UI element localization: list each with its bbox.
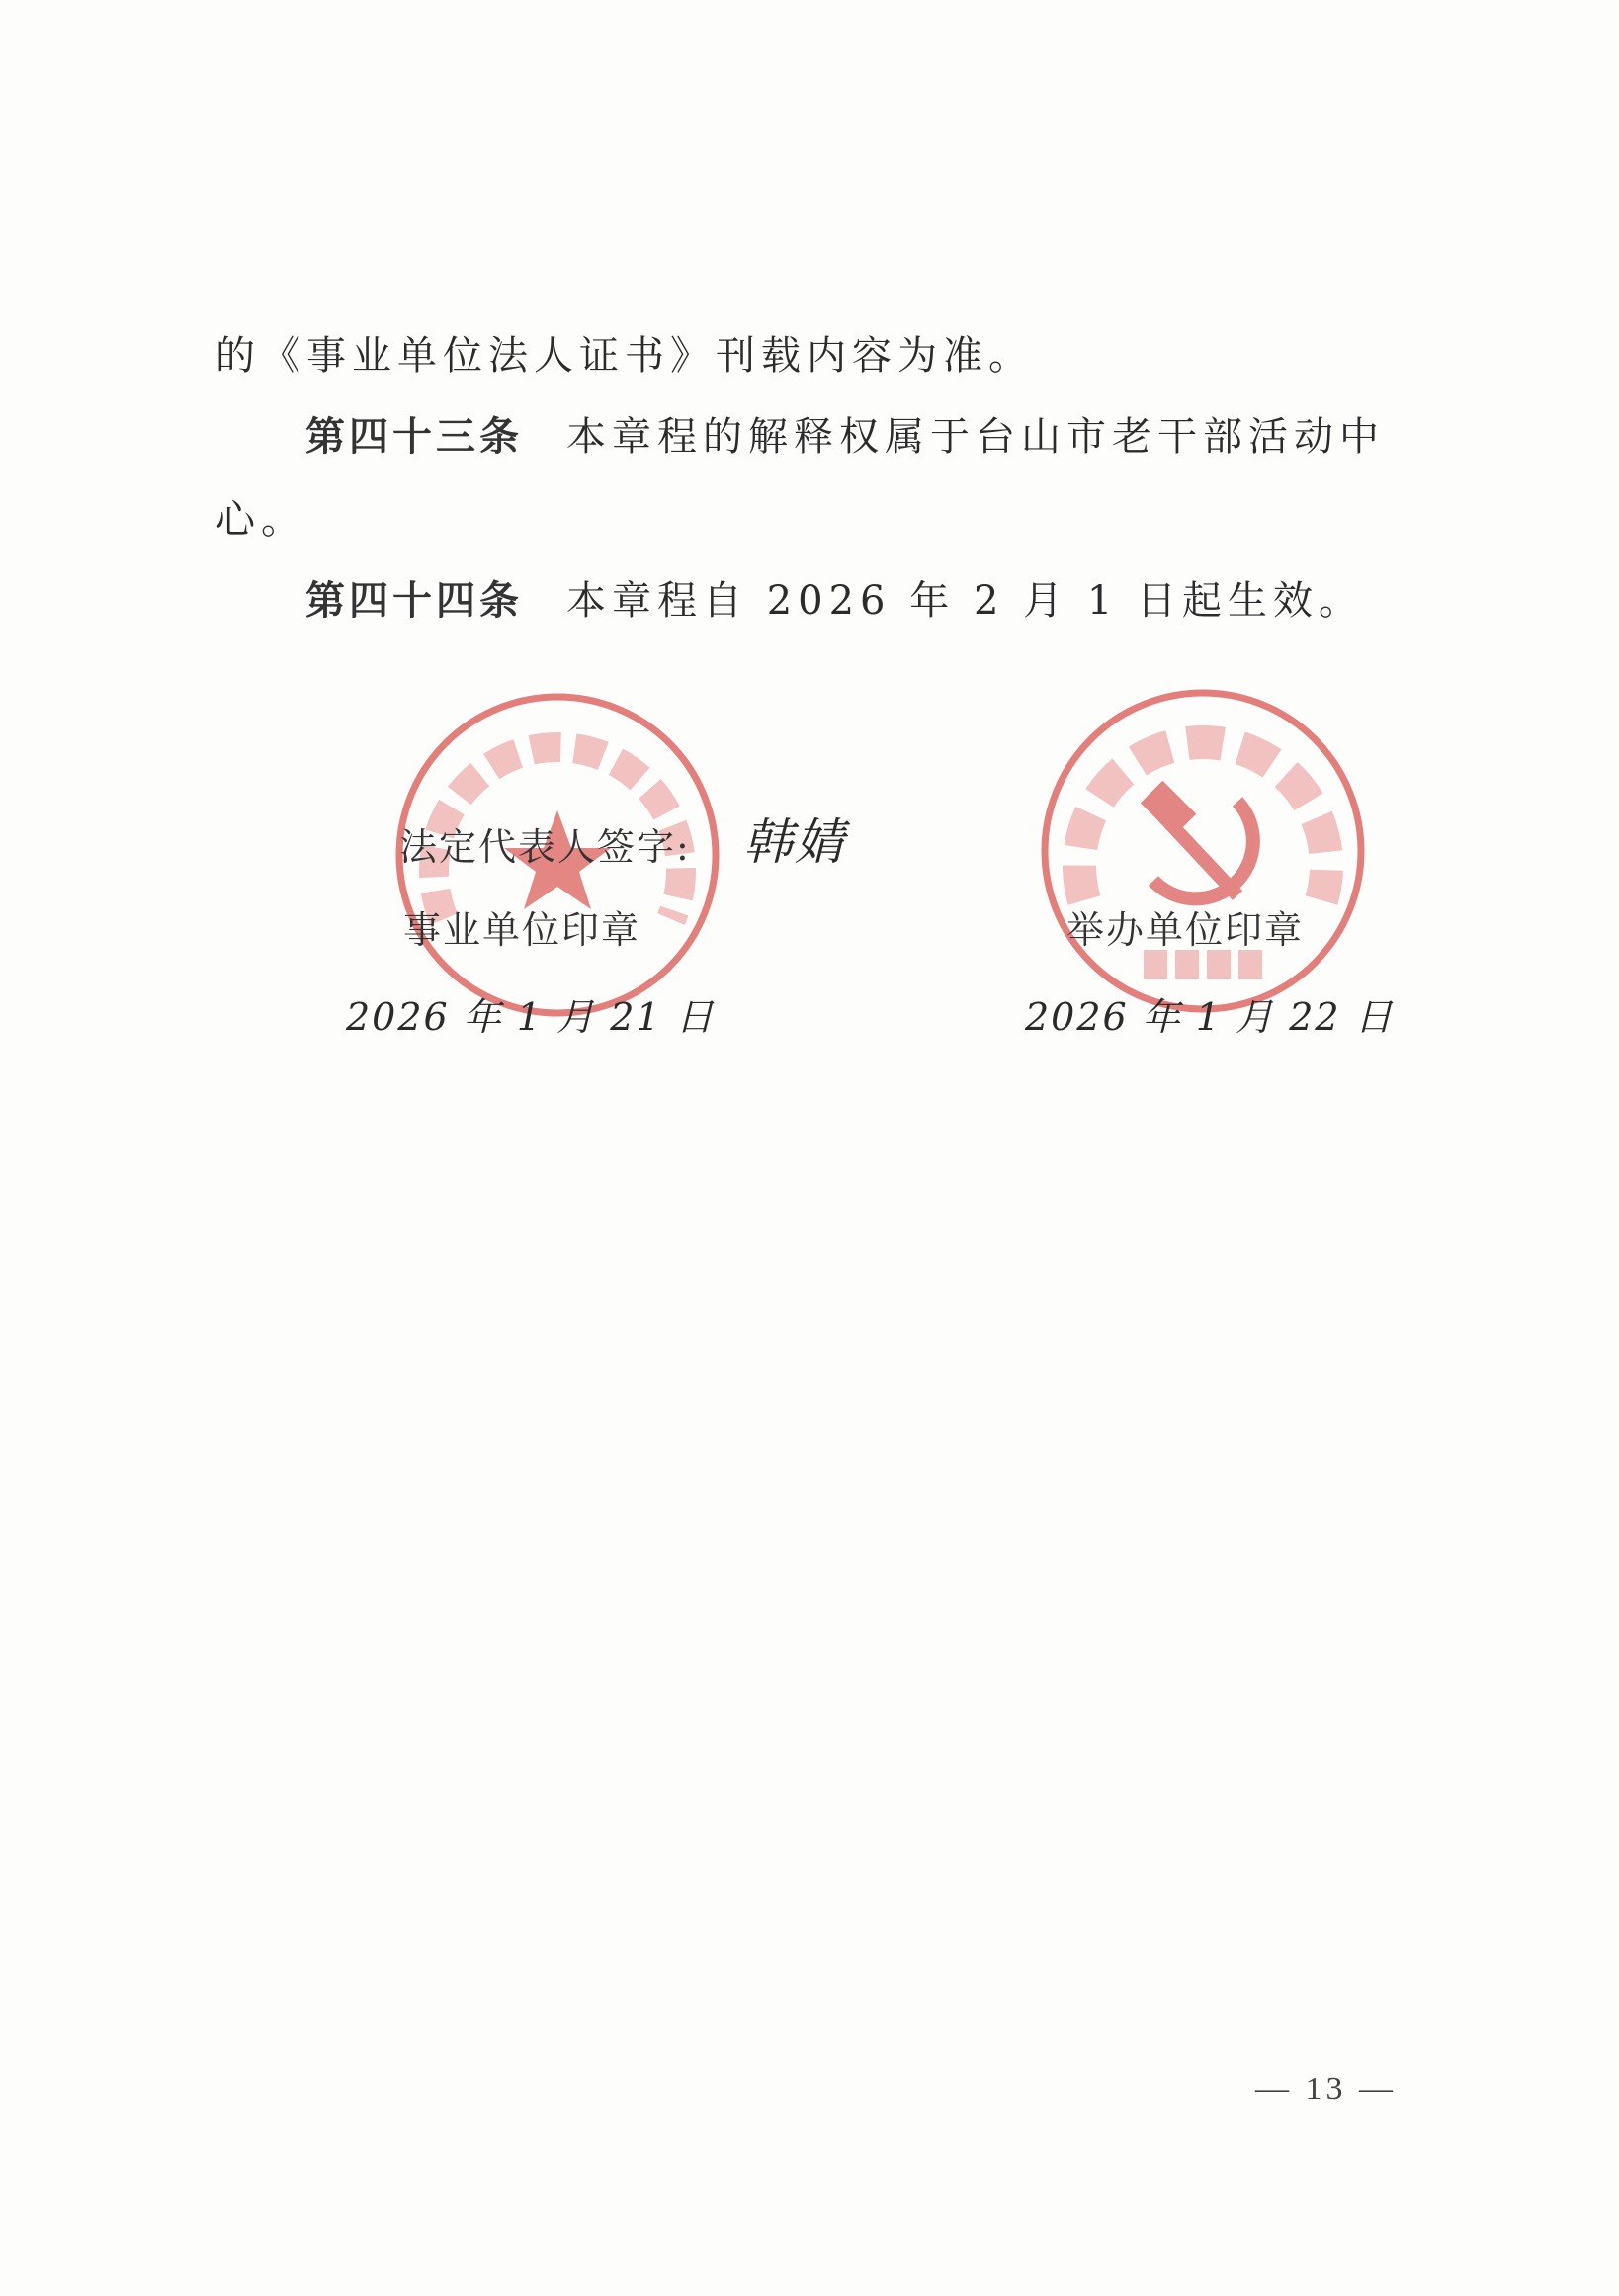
seal-lettering-arc: [1079, 742, 1326, 900]
article-43: [305, 405, 1385, 462]
sponsor-seal-label: 举办单位印章: [1066, 908, 1305, 952]
article-44-heading: 第四十四条: [305, 578, 523, 624]
page-number: — 13 —: [1255, 2071, 1397, 2107]
article-44: [305, 569, 1364, 626]
article-43-text: 本章程的解释权属于台山市老干部活动中: [566, 414, 1385, 460]
institution-date: 2026 年 1 月 21 日: [346, 995, 716, 1039]
sponsor-seal: [1035, 683, 1371, 1019]
legal-rep-label: 法定代表人签字:: [399, 825, 691, 869]
sponsor-date: 2026 年 1 月 22 日: [1025, 995, 1395, 1039]
article-44-text: 本章程自 2026 年 2 月 1 日起生效。: [566, 578, 1364, 624]
paragraph-line-1: 的《事业单位法人证书》刊载内容为准。: [215, 333, 1034, 379]
institution-seal-label: 事业单位印章: [403, 908, 641, 952]
article-43-heading: 第四十三条: [305, 414, 523, 460]
hammer-sickle-icon: [1150, 791, 1253, 899]
legal-rep-signature: 韩婧: [743, 813, 846, 871]
article-43-continuation: 心。: [215, 497, 306, 543]
